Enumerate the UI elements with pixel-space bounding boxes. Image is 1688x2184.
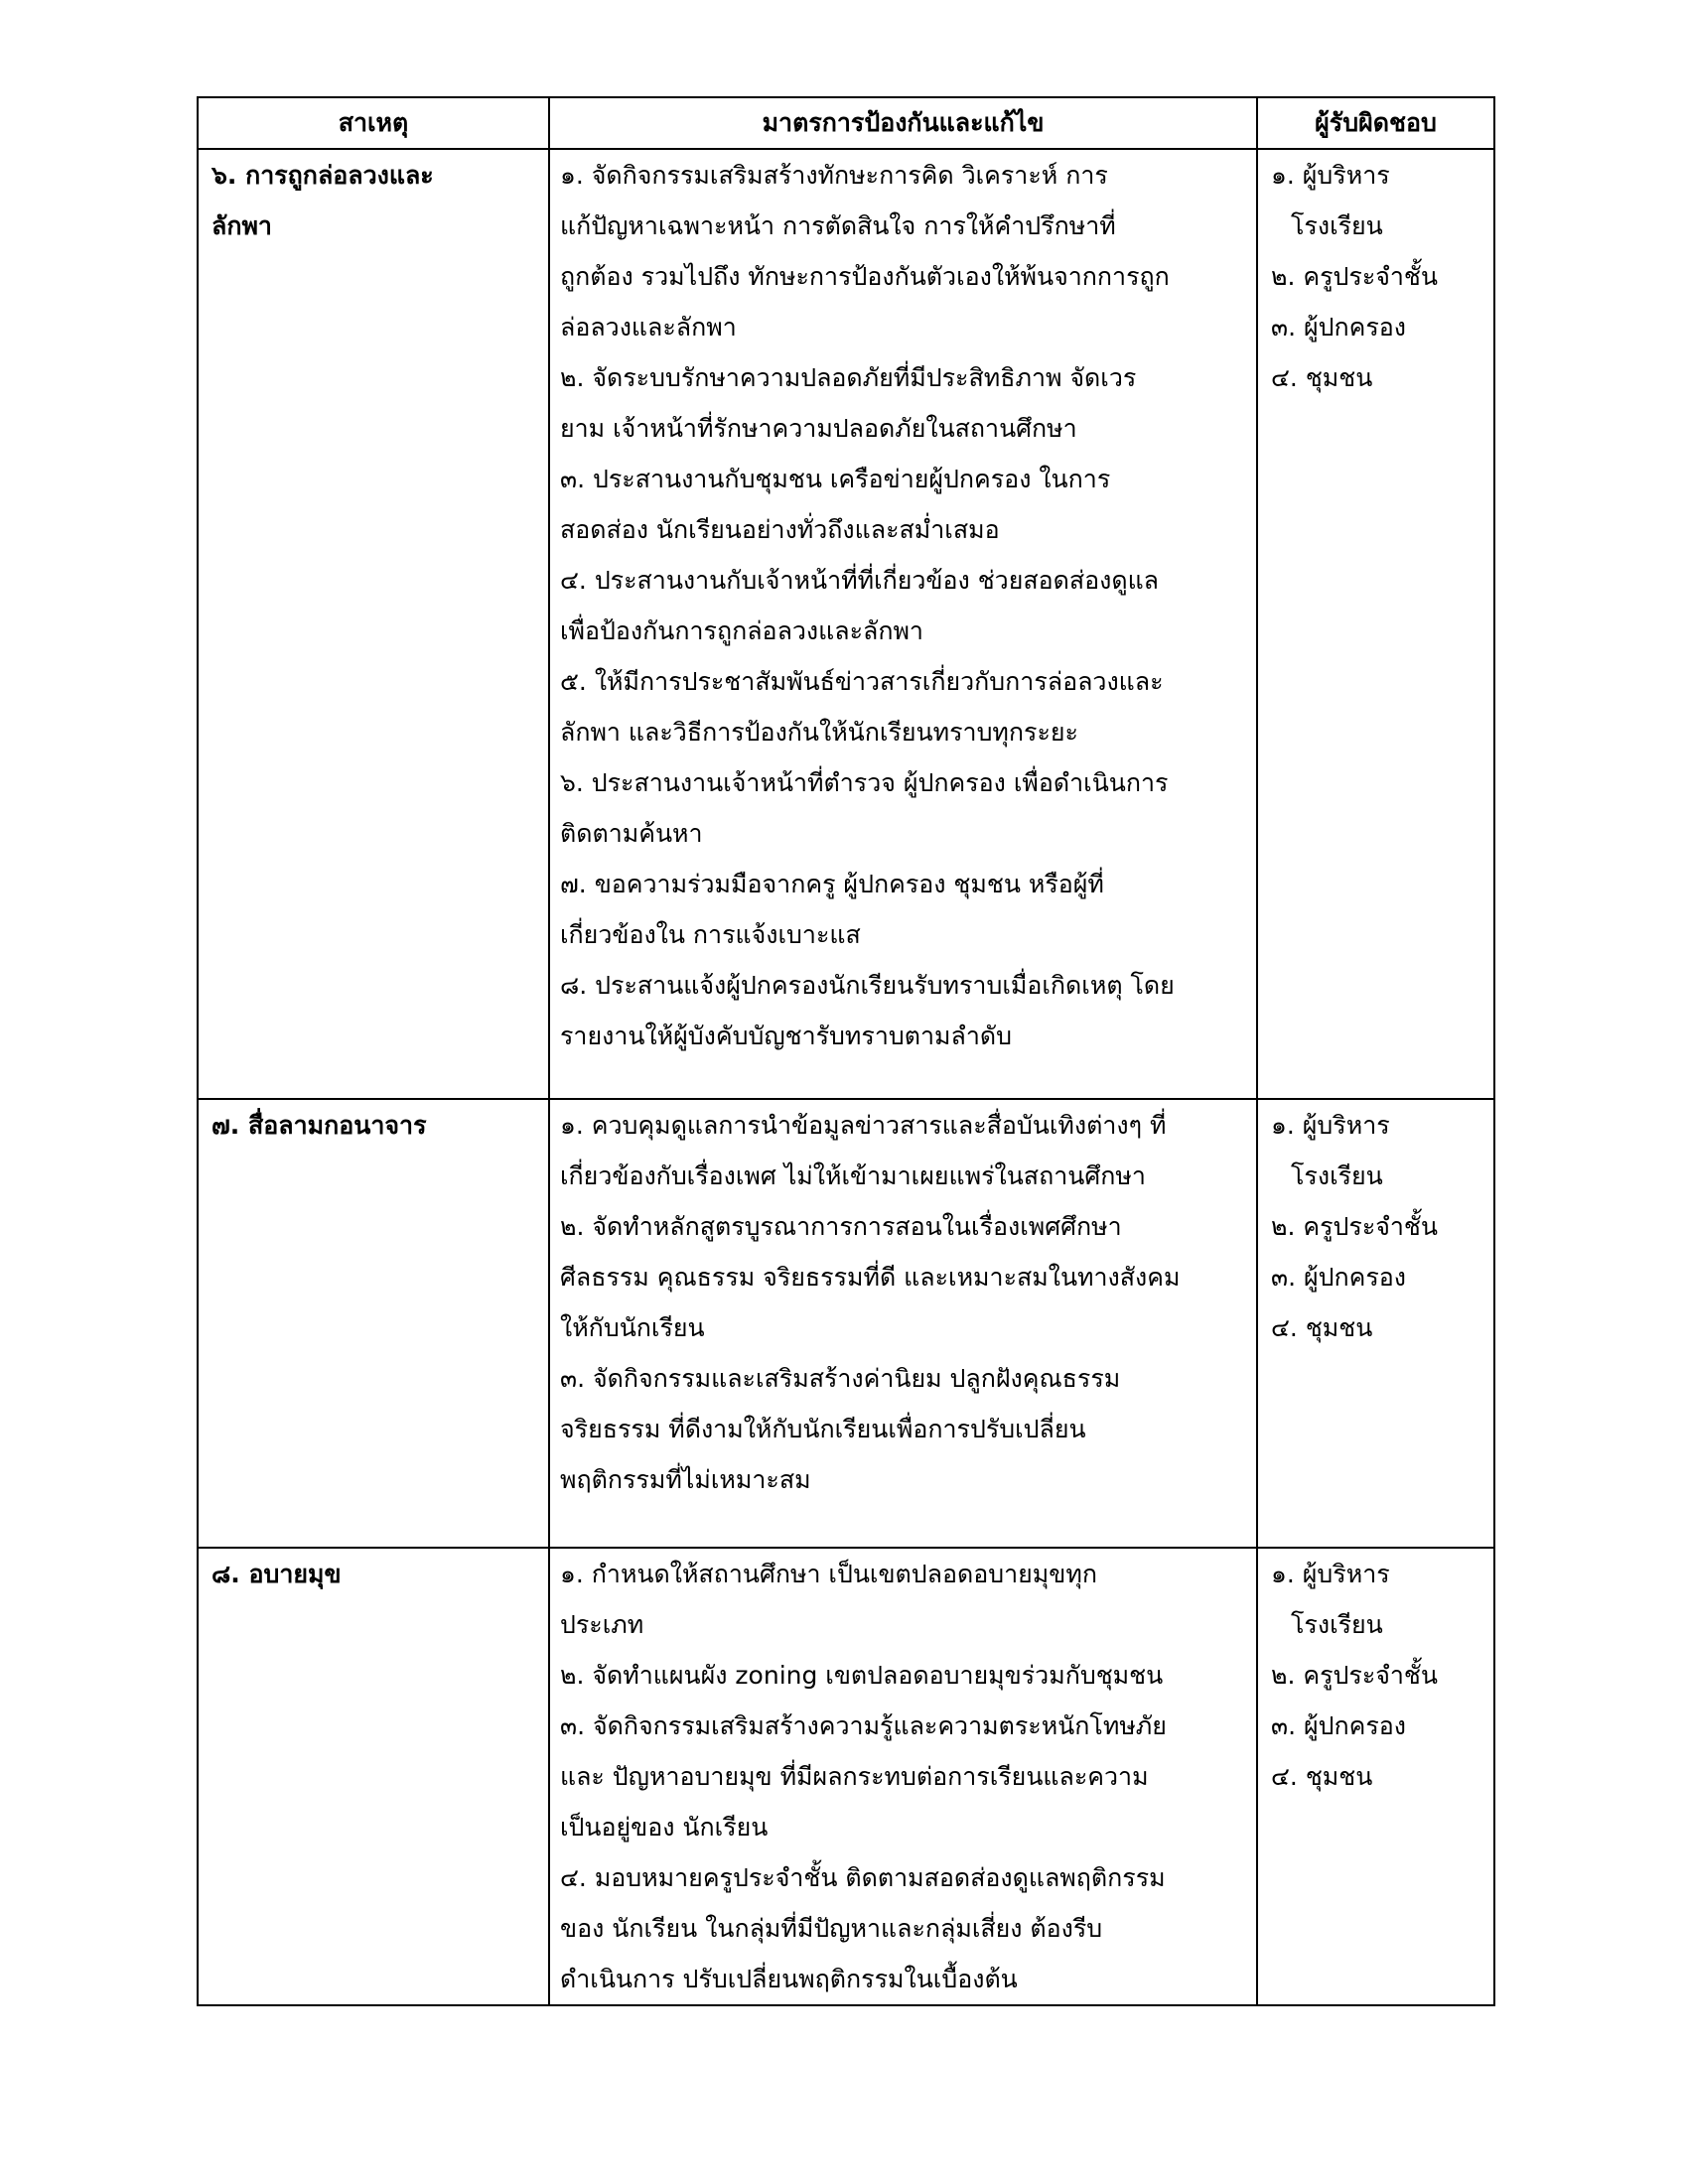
responsible-item: ๓. ผู้ปกครอง [1271, 1263, 1407, 1292]
measure-line: ดำเนินการ ปรับเปลี่ยนพฤติกรรมในเบื้องต้น [560, 1965, 1018, 1993]
cause-cell [198, 1548, 549, 2005]
measure-line: เป็นอยู่ของ นักเรียน [560, 1813, 769, 1842]
measure-line: เกี่ยวข้องกับเรื่องเพศ ไม่ให้เข้ามาเผยแพร่ในสถานศึกษา [560, 1161, 1146, 1190]
responsible-cell [1257, 1548, 1494, 2005]
responsible-item: ๑. ผู้บริหาร [1271, 161, 1390, 190]
responsible-item: ๒. ครูประจำชั้น [1271, 262, 1438, 291]
measure-line: ๒. จัดระบบรักษาความปลอดภัยที่มีประสิทธิภาพ จัดเวร [560, 363, 1137, 392]
header-cause: สาเหตุ [198, 97, 549, 149]
responsible-item: โรงเรียน [1291, 1161, 1383, 1190]
measure-line: สอดส่อง นักเรียนอย่างทั่วถึงและสม่ำเสมอ [560, 515, 1000, 544]
measure-line: ติดตามค้นหา [560, 819, 703, 848]
measure-line: ๑. ควบคุมดูแลการนำข้อมูลข่าวสารและสื่อบันเทิงต่างๆ ที่ [560, 1111, 1167, 1140]
measure-line: ๑. จัดกิจกรรมเสริมสร้างทักษะการคิด วิเคราะห์ การ [560, 161, 1108, 190]
cause-text: ๘. อบายมุข [211, 1560, 342, 1588]
responsible-item: ๓. ผู้ปกครอง [1271, 313, 1407, 341]
measure-line: ล่อลวงและลักพา [560, 313, 737, 341]
measure-line: แก้ปัญหาเฉพาะหน้า การตัดสินใจ การให้คำปรึกษาที่ [560, 211, 1116, 240]
table-row-abduction [198, 149, 1494, 1099]
measure-line: ของ นักเรียน ในกลุ่มที่มีปัญหาและกลุ่มเสี่ยง ต้องรีบ [560, 1914, 1103, 1943]
measure-line: ๘. ประสานแจ้งผู้ปกครองนักเรียนรับทราบเมื่อเกิดเหตุ โดย [560, 971, 1175, 1000]
table-header-row [198, 97, 1494, 149]
measure-line: ๓. ประสานงานกับชุมชน เครือข่ายผู้ปกครอง ในการ [560, 465, 1111, 493]
table-row-vices [198, 1548, 1494, 2005]
measure-line: ๖. ประสานงานเจ้าหน้าที่ตำรวจ ผู้ปกครอง เพื่อดำเนินการ [560, 768, 1169, 797]
table-row-pornography [198, 1099, 1494, 1548]
measure-line: ๒. จัดทำหลักสูตรบูรณาการการสอนในเรื่องเพศศึกษา [560, 1212, 1122, 1241]
measure-line: จริยธรรม ที่ดีงามให้กับนักเรียนเพื่อการปรับเปลี่ยน [560, 1415, 1086, 1443]
measures-cell [549, 149, 1257, 1099]
responsible-cell [1257, 1099, 1494, 1548]
measure-line: และ ปัญหาอบายมุข ที่มีผลกระทบต่อการเรียนและความ [560, 1762, 1149, 1791]
responsible-item: โรงเรียน [1291, 1610, 1383, 1639]
measure-line: ศีลธรรม คุณธรรม จริยธรรมที่ดี และเหมาะสมในทางสังคม [560, 1263, 1181, 1292]
responsible-item: ๔. ชุมชน [1271, 363, 1373, 392]
measure-line: เกี่ยวข้องใน การแจ้งเบาะแส [560, 920, 861, 949]
responsible-item: ๒. ครูประจำชั้น [1271, 1212, 1438, 1241]
cause-cell [198, 149, 549, 1099]
measure-line: ให้กับนักเรียน [560, 1313, 705, 1342]
measure-line: ยาม เจ้าหน้าที่รักษาความปลอดภัยในสถานศึกษา [560, 414, 1077, 443]
responsible-item: ๔. ชุมชน [1271, 1762, 1373, 1791]
measure-line: รายงานให้ผู้บังคับบัญชารับทราบตามลำดับ [560, 1022, 1012, 1050]
measure-line: ๔. ประสานงานกับเจ้าหน้าที่ที่เกี่ยวข้อง ช่วยสอดส่องดูแล [560, 566, 1160, 595]
measure-line: ถูกต้อง รวมไปถึง ทักษะการป้องกันตัวเองให้พ้นจากการถูก [560, 262, 1170, 291]
measures-table [197, 96, 1495, 2006]
cause-text: ลักพา [211, 211, 272, 240]
measures-cell [549, 1099, 1257, 1548]
cause-text: ๗. สื่อลามกอนาจาร [211, 1111, 427, 1140]
cause-text: ๖. การถูกล่อลวงและ [211, 161, 434, 190]
measure-line: ๓. จัดกิจกรรมเสริมสร้างความรู้และความตระหนักโทษภัย [560, 1711, 1167, 1740]
header-measures: มาตรการป้องกันและแก้ไข [549, 97, 1257, 149]
responsible-item: โรงเรียน [1291, 211, 1383, 240]
header-responsible: ผู้รับผิดชอบ [1257, 97, 1494, 149]
measure-line: ๔. มอบหมายครูประจำชั้น ติดตามสอดส่องดูแลพฤติกรรม [560, 1863, 1166, 1892]
cause-cell [198, 1099, 549, 1548]
measure-line: เพื่อป้องกันการถูกล่อลวงและลักพา [560, 616, 923, 645]
measures-cell [549, 1548, 1257, 2005]
measure-line: ๗. ขอความร่วมมือจากครู ผู้ปกครอง ชุมชน หรือผู้ที่ [560, 870, 1104, 898]
responsible-cell [1257, 149, 1494, 1099]
measure-line: พฤติกรรมที่ไม่เหมาะสม [560, 1465, 811, 1494]
responsible-item: ๓. ผู้ปกครอง [1271, 1711, 1407, 1740]
measure-line: ๓. จัดกิจกรรมและเสริมสร้างค่านิยม ปลูกฝังคุณธรรม [560, 1364, 1121, 1393]
responsible-item: ๔. ชุมชน [1271, 1313, 1373, 1342]
responsible-item: ๑. ผู้บริหาร [1271, 1560, 1390, 1588]
measure-line: ลักพา และวิธีการป้องกันให้นักเรียนทราบทุกระยะ [560, 718, 1078, 747]
responsible-item: ๒. ครูประจำชั้น [1271, 1661, 1438, 1690]
measure-line: ๕. ให้มีการประชาสัมพันธ์ข่าวสารเกี่ยวกับการล่อลวงและ [560, 667, 1164, 696]
measure-line: ประเภท [560, 1610, 644, 1639]
measure-line: ๑. กำหนดให้สถานศึกษา เป็นเขตปลอดอบายมุขทุก [560, 1560, 1097, 1588]
responsible-item: ๑. ผู้บริหาร [1271, 1111, 1390, 1140]
measure-line: ๒. จัดทำแผนผัง zoning เขตปลอดอบายมุขร่วมกับชุมชน [560, 1661, 1164, 1690]
